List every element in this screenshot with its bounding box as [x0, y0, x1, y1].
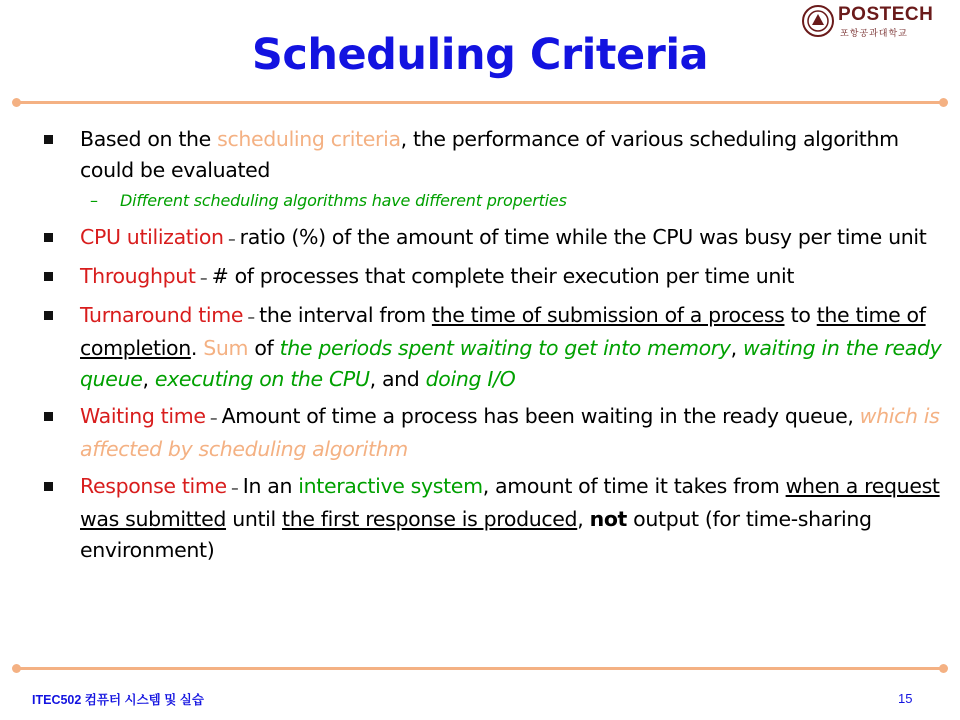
- divider-dot: [12, 664, 21, 673]
- page-title: Scheduling Criteria: [251, 30, 709, 80]
- divider-dot: [12, 98, 21, 107]
- term-cpu-utilization: CPU utilization: [80, 225, 224, 249]
- bullet-square-icon: [44, 272, 53, 281]
- divider-dot: [939, 98, 948, 107]
- bullet-square-icon: [44, 233, 53, 242]
- bullet-response-time: Response time – In an interactive system, amount of time it takes from when a request was submitted until the first response is produced, not output (for time-sharing environment): [44, 471, 944, 566]
- bullet-intro: Based on the scheduling criteria, the performance of various scheduling algorithm could be evaluated: [44, 124, 944, 186]
- page-number: 15: [898, 691, 913, 706]
- highlight-scheduling-criteria: scheduling criteria: [217, 127, 401, 151]
- top-divider: [16, 101, 944, 104]
- course-footer: ITEC502 컴퓨터 시스템 및 실습: [32, 693, 204, 707]
- bullet-square-icon: [44, 311, 53, 320]
- bullet-square-icon: [44, 482, 53, 491]
- term-turnaround-time: Turnaround time: [80, 303, 244, 327]
- bullet-square-icon: [44, 135, 53, 144]
- bullet-throughput: Throughput – # of processes that complete their execution per time unit: [44, 261, 944, 294]
- logo-text: POSTECH: [838, 4, 934, 25]
- slide-body: [44, 124, 944, 572]
- bottom-divider: [16, 667, 944, 670]
- dash-marker: –: [90, 191, 98, 210]
- term-response-time: Response time: [80, 474, 227, 498]
- sub-bullet: – Different scheduling algorithms have different properties: [90, 191, 567, 210]
- bullet-square-icon: [44, 412, 53, 421]
- term-throughput: Throughput: [80, 264, 196, 288]
- bullet-turnaround-time: Turnaround time – the interval from the time of submission of a process to the time of completion. Sum of the periods spent waiting to get into memory, waiting in the ready queue, executing on the CPU, and doing I/O: [44, 300, 944, 395]
- bullet-cpu-utilization: CPU utilization – ratio (%) of the amount of time while the CPU was busy per time unit: [44, 222, 944, 255]
- logo-subtext: 포항공과대학교: [840, 29, 908, 39]
- term-waiting-time: Waiting time: [80, 404, 206, 428]
- bullet-waiting-time: Waiting time – Amount of time a process has been waiting in the ready queue, which is affected by scheduling algorithm: [44, 401, 944, 465]
- divider-dot: [939, 664, 948, 673]
